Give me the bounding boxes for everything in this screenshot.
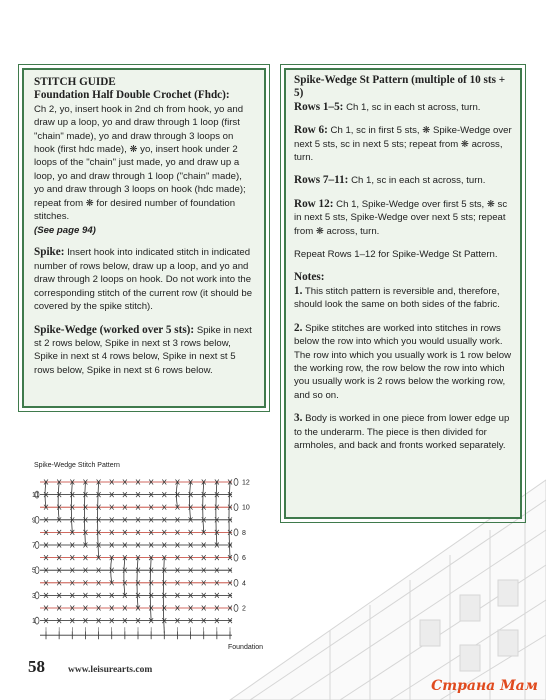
row-label-left: 5 <box>32 567 36 575</box>
row-label-left: 9 <box>32 517 36 525</box>
row-12-text: Ch 1, Spike-Wedge over first 5 sts, ❋ sc in next 5 sts, Spike-Wedge over next 5 sts; repeat from ❋ across, turn. <box>294 198 508 237</box>
spike-definition <box>34 246 254 313</box>
see-page-reference: (See page 94) <box>34 225 96 237</box>
row-label-right: 4 <box>242 580 246 588</box>
row-6 <box>294 124 512 164</box>
pattern-title: Spike-Wedge St Pattern (multiple of 10 sts + 5) <box>294 74 506 100</box>
note-2 <box>294 322 512 402</box>
note-3 <box>294 412 512 452</box>
row-label-left: 3 <box>32 592 36 600</box>
repeat-instruction: Repeat Rows 1–12 for Spike-Wedge St Pattern. <box>294 249 498 261</box>
note-1-text: This stitch pattern is reversible and, therefore, should look the same on both sides of the fabric. <box>294 285 500 311</box>
rows-7-11-label: Rows 7–11: <box>294 174 349 187</box>
stitch-chart-title: Spike-Wedge Stitch Pattern <box>34 462 120 469</box>
row-label-left: 7 <box>32 542 36 550</box>
stitch-guide-title: STITCH GUIDE <box>34 76 116 88</box>
note-1-number: 1. <box>294 284 303 297</box>
row-label-right: 8 <box>242 529 246 537</box>
fhdc-instructions: Ch 2, yo, insert hook in 2nd ch from hook, yo and draw up a loop, yo and draw through 1 loop (first "chain" made), yo and draw through 3 loops on hook (first hdc made), ❋ yo, insert hook under 2 loops of the "chain" just made, yo and draw up a loop, yo and draw through 1 loop ("chain" made), yo and draw through 3 loops on hook (hdc made); repeat from ❋ for desired number of foundation stitches. <box>34 103 246 223</box>
note-3-text: Body is worked in one piece from lower edge up to the underarm. The piece is then divided for armholes, and back and fronts worked separately. <box>294 413 510 451</box>
footer-url: www.leisurearts.com <box>68 665 153 675</box>
spike-label: Spike: <box>34 246 65 259</box>
page-number: 58 <box>28 657 45 676</box>
spike-wedge-text: Spike in next st 2 rows below, Spike in next st 3 rows below, Spike in next st 4 rows below, Spike in next st 5 rows below, Spike in next st 6 rows below. <box>34 324 252 376</box>
note-3-number: 3. <box>294 412 303 425</box>
row-12-label: Row 12: <box>294 197 334 210</box>
fhdc-heading: Foundation Half Double Crochet (Fhdc): <box>34 89 230 102</box>
row-label-left: 1 <box>32 618 36 626</box>
turn-chain-mark <box>234 554 238 561</box>
spike-text: Insert hook into indicated stitch in indicated number of rows below, draw up a loop, and yo and draw through 2 loops on hook. Do not work into the corresponding stitch of the current row (it should be covered by the spike stitch). <box>34 247 253 313</box>
row-12 <box>294 198 512 238</box>
foundation-label: Foundation <box>228 644 264 652</box>
row-label-left: 11 <box>32 492 40 500</box>
spike-wedge-label: Spike-Wedge (worked over 5 sts): <box>34 323 195 336</box>
spike-stitch <box>84 482 85 545</box>
row-label-right: 2 <box>242 605 246 613</box>
stitch-guide-box <box>22 68 266 408</box>
spike-wedge-definition <box>34 324 254 378</box>
spike-stitch <box>190 482 191 520</box>
turn-chain-mark <box>234 529 238 536</box>
rows-7-11-text: Ch 1, sc in each st across, turn. <box>351 175 486 187</box>
row-label-right: 10 <box>242 504 250 512</box>
note-2-text: Spike stitches are worked into stitches in rows below the row into which you would usually work. The row into which you usually work is 1 row below the working row, the row below the row into which you usually work is 2 rows below the working row, and so on. <box>294 322 512 401</box>
rows-1-5-label: Rows 1–5: <box>294 100 344 113</box>
row-label-right: 12 <box>242 479 250 487</box>
watermark-logo: Страна Мам <box>431 678 538 694</box>
pattern-instructions-box <box>284 68 522 519</box>
turn-chain-mark <box>234 579 238 586</box>
rows-1-5-text: Ch 1, sc in each st across, turn. <box>346 101 481 113</box>
turn-chain-mark <box>234 479 238 486</box>
row-label-right: 6 <box>242 555 246 563</box>
spike-stitch <box>216 482 217 545</box>
rows-7-11 <box>294 174 512 187</box>
spike-stitch <box>150 558 151 621</box>
rows-1-5 <box>294 101 512 114</box>
notes-title: Notes: <box>294 271 325 284</box>
row-6-label: Row 6: <box>294 124 328 137</box>
spike-stitch <box>124 558 125 596</box>
spike-stitch <box>58 482 59 520</box>
stitch-chart <box>30 470 270 652</box>
note-1 <box>294 285 512 312</box>
turn-chain-mark <box>234 504 238 511</box>
row-6-text: Ch 1, sc in first 5 sts, ❋ Spike-Wedge over next 5 sts, sc in next 5 sts; repeat from ❋ across, turn. <box>294 125 512 164</box>
note-2-number: 2. <box>294 321 303 334</box>
turn-chain-mark <box>234 605 238 612</box>
